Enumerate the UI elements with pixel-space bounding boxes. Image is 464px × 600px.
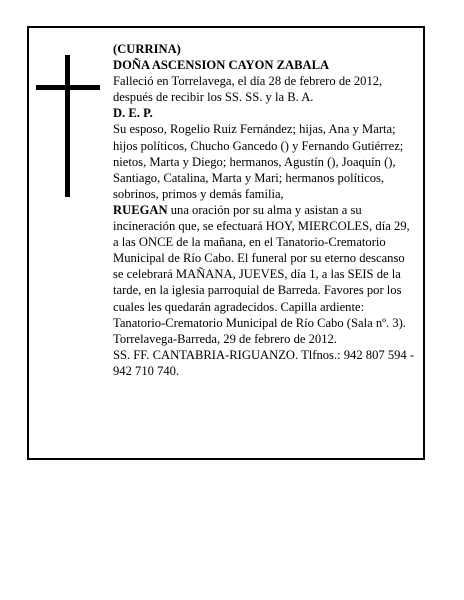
cross-icon <box>36 55 100 197</box>
family-list: Su esposo, Rogelio Ruiz Fernández; hijas, Ana y Marta; hijos políticos, Chucho Gancedo () y Fernando Gutiérrez; nietos, Marta y Diego; hermanos, Agustín (), Joaquín (), Santiago, Catalina, Marta y Mari; hermanos políticos, sobrinos, primos y demás familia, <box>113 122 404 201</box>
cross-vertical-bar <box>65 55 70 197</box>
place-date: Torrelavega-Barreda, 29 de febrero de 2012. <box>113 331 337 346</box>
rip-line: D. E. P. <box>113 106 153 121</box>
request-paragraph <box>113 202 415 331</box>
deceased-name: DOÑA ASCENSION CAYON ZABALA <box>113 58 330 73</box>
funeral-home: SS. FF. CANTABRIA-RIGUANZO. Tlfnos.: 942 807 594 - 942 710 740. <box>113 347 415 378</box>
nickname: (CURRINA) <box>113 42 181 56</box>
request-label: RUEGAN <box>113 202 168 217</box>
death-notice: Falleció en Torrelavega, el día 28 de febrero de 2012, después de recibir los SS. SS. y la B. A. <box>113 74 383 105</box>
obituary-text <box>113 41 415 379</box>
request-text: una oración por su alma y asistan a su incineración que, se efectuará HOY, MIERCOLES, día 29, a las ONCE de la mañana, en el Tanatorio-Crematorio Municipal de Río Cabo. El funeral por su eterno descanso se celebrará MAÑANA, JUEVES, día 1, a las SEIS de la tarde, en la iglesia parroquial de Barreda. Favores por los cuales les quedarán agradecidos. Capilla ardiente: Tanatorio-Crematorio Municipal de Río Cabo (Sala nº. 3). <box>113 202 410 330</box>
cross-horizontal-bar <box>36 85 100 90</box>
